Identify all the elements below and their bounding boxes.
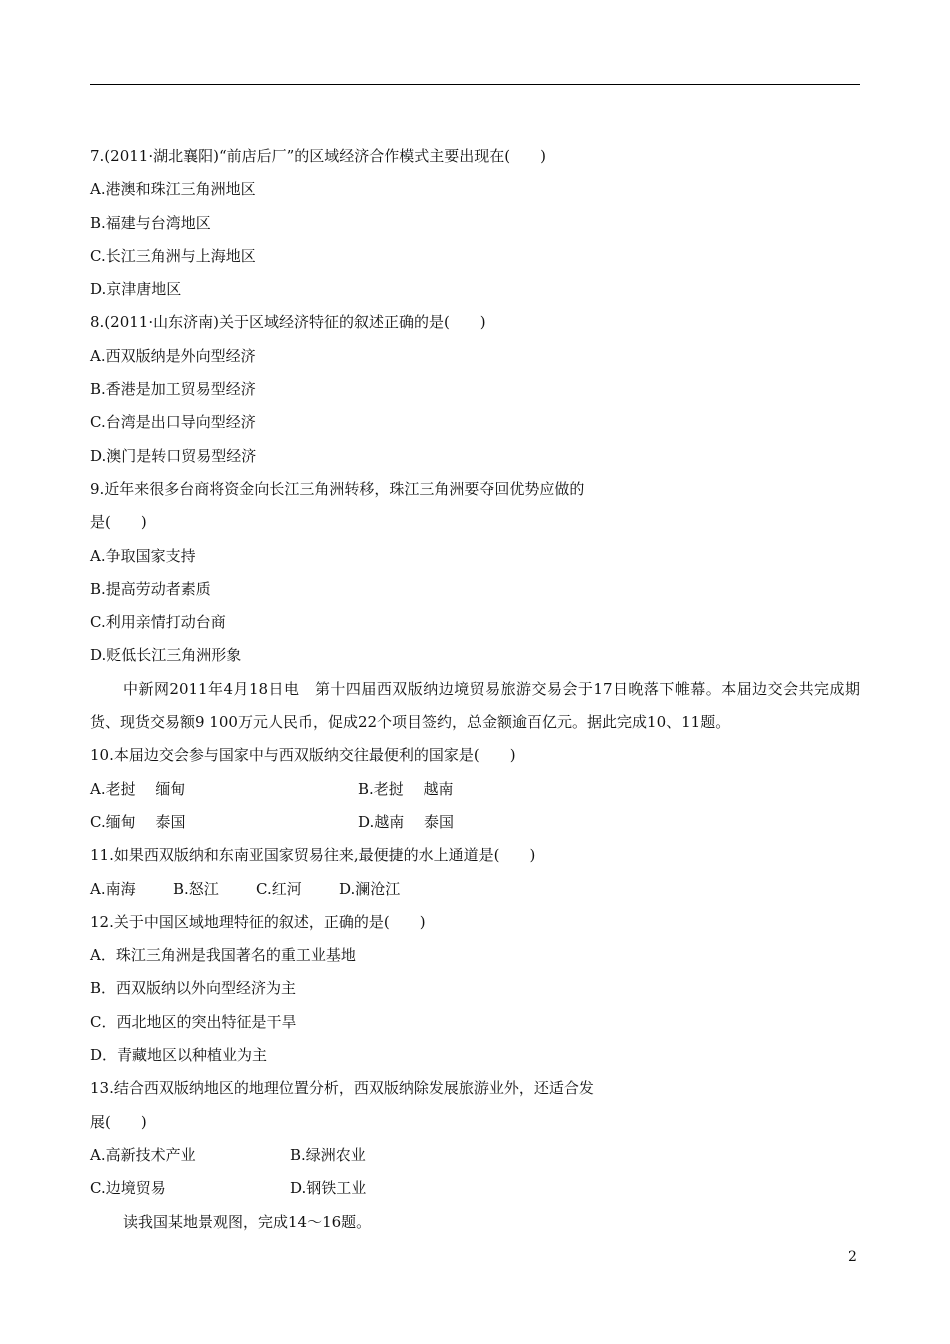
q12-option-d: D．青藏地区以种植业为主: [90, 1046, 268, 1065]
q9-option-c: C.利用亲情打动台商: [90, 613, 226, 632]
q7-option-c: C.长江三角洲与上海地区: [90, 246, 256, 265]
q12-option-c: C．西北地区的突出特征是干旱: [90, 1012, 297, 1031]
q8-option-a: A.西双版纳是外向型经济: [90, 346, 256, 365]
q12-stem: 12.关于中国区域地理特征的叙述，正确的是( ): [90, 912, 426, 931]
q13-option-a: A.高新技术产业: [90, 1145, 196, 1164]
q10-options-row2: [90, 806, 860, 839]
q9-stem-line1: 9.近年来很多台商将资金向长江三角洲转移，珠江三角洲要夺回优势应做的: [90, 479, 585, 498]
q10-options-row1: [90, 773, 860, 806]
q8-stem: 8.(2011·山东济南)关于区域经济特征的叙述正确的是( ): [90, 313, 486, 332]
q13-options-row2: [90, 1172, 860, 1205]
q7-option-b: B.福建与台湾地区: [90, 213, 211, 232]
q13-option-d: D.钢铁工业: [290, 1179, 367, 1198]
q11-option-b: B.怒江: [173, 879, 219, 898]
q13-stem-line1: 13.结合西双版纳地区的地理位置分析，西双版纳除发展旅游业外，还适合发: [90, 1079, 594, 1098]
q11-option-c: C.红河: [256, 879, 302, 898]
q9-option-a: A.争取国家支持: [90, 546, 196, 565]
q8-option-c: C.台湾是出口导向型经济: [90, 413, 256, 432]
q10-option-d: D.越南 泰国: [358, 812, 455, 831]
q7-option-d: D.京津唐地区: [90, 280, 182, 299]
q13-option-c: C.边境贸易: [90, 1179, 166, 1198]
q13-option-b: B.绿洲农业: [290, 1145, 366, 1164]
q7-stem: 7.(2011·湖北襄阳)“前店后厂”的区域经济合作模式主要出现在( ): [90, 147, 547, 165]
passage-landscape-intro: 读我国某地景观图，完成14～16题。: [123, 1212, 372, 1231]
page-number: 2: [848, 1249, 857, 1265]
q11-option-a: A.南海: [90, 879, 136, 898]
q11-option-d: D.澜沧江: [339, 879, 401, 898]
q12-option-a: A．珠江三角洲是我国著名的重工业基地: [90, 946, 356, 965]
q12-option-b: B．西双版纳以外向型经济为主: [90, 979, 297, 998]
q13-stem-line2: 展( ): [90, 1112, 147, 1131]
q10-stem: 10.本届边交会参与国家中与西双版纳交往最便利的国家是( ): [90, 746, 516, 765]
q7-option-a: A.港澳和珠江三角洲地区: [90, 180, 256, 199]
header-rule: [90, 84, 860, 85]
q10-option-b: B.老挝 越南: [358, 779, 454, 798]
q8-option-d: D.澳门是转口贸易型经济: [90, 446, 257, 465]
q8-option-b: B.香港是加工贸易型经济: [90, 380, 256, 399]
q10-option-c: C.缅甸 泰国: [90, 812, 186, 831]
q13-options-row1: [90, 1139, 860, 1172]
q11-options-row: [90, 873, 860, 906]
q9-option-d: D.贬低长江三角洲形象: [90, 646, 242, 665]
q9-stem-line2: 是( ): [90, 513, 147, 532]
passage-xishuangbanna: 中新网2011年4月18日电 第十四届西双版纳边境贸易旅游交易会于17日晚落下帷幕。本届边交会共完成期货、现货交易额9 100万元人民币，促成22个项目签约，总金额逾百亿元。据此完成10、11题。: [90, 679, 860, 732]
q10-option-a: A.老挝 缅甸: [90, 779, 186, 798]
q11-stem: 11.如果西双版纳和东南亚国家贸易往来,最便捷的水上通道是( ): [90, 846, 536, 865]
content: [90, 140, 860, 1239]
q9-option-b: B.提高劳动者素质: [90, 579, 211, 598]
